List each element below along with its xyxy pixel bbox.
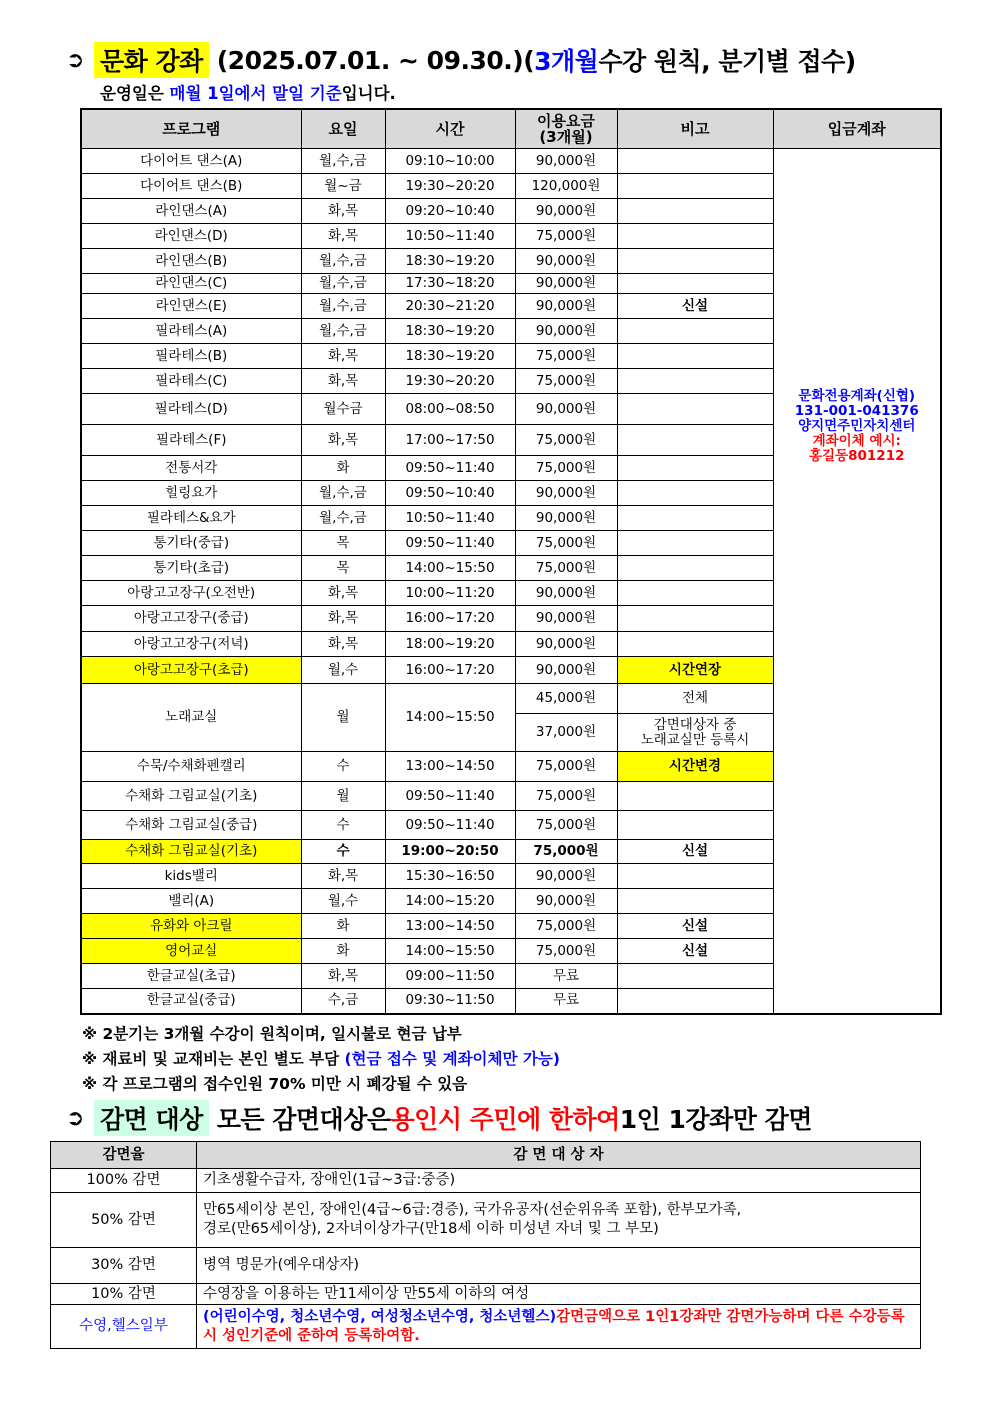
- program-note: [617, 249, 773, 274]
- program-fee: 90,000원: [515, 657, 617, 684]
- arrow-right-icon: ➲: [66, 1105, 84, 1131]
- discount-row: [51, 1284, 921, 1305]
- program-name: 수채화 그림교실(기초): [81, 840, 301, 864]
- program-day: 화,목: [301, 964, 385, 989]
- swim-target-red: 감면금액으로 1인1강좌만 감면가능하며 다른 수강등록시 성인기준에 준하여 등록하여함.: [203, 1308, 905, 1344]
- header-note: 비고: [617, 109, 773, 149]
- program-time: 19:30~20:20: [385, 174, 515, 199]
- program-time: 16:00~17:20: [385, 606, 515, 632]
- program-time: 19:00~20:50: [385, 840, 515, 864]
- program-time: 09:50~11:40: [385, 782, 515, 811]
- section1-period: (2025.07.01. ~ 09.30.): [216, 45, 524, 75]
- program-name: 필라테스(F): [81, 425, 301, 456]
- program-day: 월,수,금: [301, 481, 385, 506]
- program-name: 다이어트 댄스(A): [81, 149, 301, 174]
- program-note-line1: 감면대상자 중: [653, 716, 737, 733]
- program-fee: 75,000원: [515, 344, 617, 369]
- section1-months: 3개월: [534, 47, 599, 76]
- program-fee: 75,000원: [515, 782, 617, 811]
- program-note: [617, 811, 773, 840]
- program-time: 14:00~15:50: [385, 939, 515, 964]
- program-time: 08:00~08:50: [385, 394, 515, 425]
- program-day: 목: [301, 556, 385, 581]
- section2-heading: [66, 1100, 812, 1136]
- header-fee-line2: (3개월): [539, 128, 593, 146]
- program-fee: 90,000원: [515, 149, 617, 174]
- program-day: 수: [301, 752, 385, 782]
- program-fee: 90,000원: [515, 632, 617, 657]
- program-note: [617, 606, 773, 632]
- program-day: 화,목: [301, 581, 385, 606]
- header-program: 프로그램: [81, 109, 301, 149]
- program-day: 월,수,금: [301, 294, 385, 319]
- note-3: ※ 각 프로그램의 접수인원 70% 미만 시 폐강될 수 있음: [82, 1075, 468, 1093]
- program-day: 화: [301, 939, 385, 964]
- program-name: 아랑고고장구(저녁): [81, 632, 301, 657]
- program-name: 유화와 아크릴: [81, 914, 301, 939]
- discount-rate: 100% 감면: [51, 1169, 197, 1193]
- program-time: 09:10~10:00: [385, 149, 515, 174]
- program-fee: 75,000원: [515, 939, 617, 964]
- program-note: [617, 174, 773, 199]
- program-fee: 75,000원: [515, 224, 617, 249]
- program-day: 화,목: [301, 606, 385, 632]
- program-day: 월,수,금: [301, 319, 385, 344]
- program-time: 18:30~19:20: [385, 344, 515, 369]
- program-note: 시간변경: [617, 752, 773, 782]
- section1-heading: [66, 42, 856, 78]
- program-fee: 90,000원: [515, 864, 617, 889]
- operation-note-highlight: 매월 1일에서 말일 기준: [169, 84, 342, 103]
- program-fee: 75,000원: [515, 369, 617, 394]
- note-2: [82, 1047, 560, 1072]
- discount-header: [51, 1142, 921, 1169]
- discount-target: [197, 1305, 921, 1349]
- program-time: 18:00~19:20: [385, 632, 515, 657]
- program-note: [617, 632, 773, 657]
- note-2-highlight: (현금 접수 및 계좌이체만 가능): [344, 1050, 560, 1068]
- program-day: 목: [301, 531, 385, 556]
- program-note: [617, 782, 773, 811]
- program-time: 14:00~15:50: [385, 684, 515, 752]
- discount-target: 기초생활수급자, 장애인(1급~3급:중증): [197, 1169, 921, 1193]
- program-name: 다이어트 댄스(B): [81, 174, 301, 199]
- program-name: 필라테스(D): [81, 394, 301, 425]
- program-name: 수채화 그림교실(기초): [81, 782, 301, 811]
- program-day: 월수금: [301, 394, 385, 425]
- program-note: [617, 556, 773, 581]
- discount-target: 수영장을 이용하는 만11세이상 만55세 이하의 여성: [197, 1284, 921, 1305]
- program-fee: 75,000원: [515, 556, 617, 581]
- program-time: 10:50~11:40: [385, 506, 515, 531]
- program-note: [617, 394, 773, 425]
- program-time: 09:20~10:40: [385, 199, 515, 224]
- program-time: 13:00~14:50: [385, 752, 515, 782]
- program-name: 필라테스(C): [81, 369, 301, 394]
- program-note: 시간연장: [617, 657, 773, 684]
- discount-rate: 수영,헬스일부: [51, 1305, 197, 1349]
- account-line4: 계좌이체 예시:: [812, 433, 901, 449]
- program-name: 한글교실(중급): [81, 989, 301, 1014]
- program-note: [617, 964, 773, 989]
- discount-row: [51, 1305, 921, 1349]
- program-fee: 90,000원: [515, 274, 617, 294]
- program-fee: 75,000원: [515, 840, 617, 864]
- program-fee: 37,000원: [515, 714, 617, 752]
- program-name: 아랑고고장구(오전반): [81, 581, 301, 606]
- section2-label: 감면 대상: [94, 1100, 209, 1136]
- discount-target: 병역 명문가(예우대상자): [197, 1248, 921, 1284]
- program-note: [617, 425, 773, 456]
- program-name: 수묵/수채화펜캘리: [81, 752, 301, 782]
- program-time: 19:30~20:20: [385, 369, 515, 394]
- program-name: 필라테스&요가: [81, 506, 301, 531]
- program-name: 필라테스(A): [81, 319, 301, 344]
- note-2-text: ※ 재료비 및 교재비는 본인 별도 부담: [82, 1050, 345, 1068]
- program-note: [617, 344, 773, 369]
- program-day: 월,수,금: [301, 149, 385, 174]
- header-account: 입금계좌: [773, 109, 941, 149]
- program-note: [617, 506, 773, 531]
- program-name: 통기타(중급): [81, 531, 301, 556]
- program-note: [617, 369, 773, 394]
- account-line1: 문화전용계좌(신협): [798, 388, 916, 404]
- header-fee-line1: 이용요금: [537, 112, 595, 130]
- discount-target-line2: 경로(만65세이상), 2자녀이상가구(만18세 이하 미성년 자녀 및 그 부모): [203, 1221, 659, 1237]
- program-note: 신설: [617, 914, 773, 939]
- program-note: 신설: [617, 294, 773, 319]
- program-day: 월,수: [301, 889, 385, 914]
- section1-paren: (: [523, 45, 535, 75]
- program-note: 전체: [617, 684, 773, 714]
- program-name: 통기타(초급): [81, 556, 301, 581]
- program-time: 17:30~18:20: [385, 274, 515, 294]
- program-name: 아랑고고장구(초급): [81, 657, 301, 684]
- program-note: [617, 581, 773, 606]
- program-day: 화: [301, 456, 385, 481]
- program-note: [617, 989, 773, 1014]
- program-table: [80, 108, 942, 1015]
- program-day: 월,수,금: [301, 249, 385, 274]
- program-day: 월: [301, 782, 385, 811]
- program-name: 노래교실: [81, 684, 301, 752]
- program-day: 월: [301, 684, 385, 752]
- operation-note-pre: 운영일은: [100, 84, 170, 103]
- header-fee: [515, 109, 617, 149]
- table-row: [81, 149, 941, 174]
- program-day: 화: [301, 914, 385, 939]
- program-time: 16:00~17:20: [385, 657, 515, 684]
- program-day: 화,목: [301, 224, 385, 249]
- program-note: [617, 199, 773, 224]
- program-time: 09:00~11:50: [385, 964, 515, 989]
- program-fee: 90,000원: [515, 319, 617, 344]
- program-day: 월,수,금: [301, 506, 385, 531]
- program-day: 월,수,금: [301, 274, 385, 294]
- program-day: 화,목: [301, 369, 385, 394]
- program-day: 수,금: [301, 989, 385, 1014]
- program-fee: 90,000원: [515, 581, 617, 606]
- account-info: [773, 149, 941, 1014]
- program-fee: 무료: [515, 964, 617, 989]
- program-time: 09:30~11:50: [385, 989, 515, 1014]
- program-day: 화,목: [301, 632, 385, 657]
- program-fee: 90,000원: [515, 394, 617, 425]
- program-time: 18:30~19:20: [385, 249, 515, 274]
- discount-table: [50, 1141, 921, 1349]
- program-day: 화,목: [301, 199, 385, 224]
- program-fee: 90,000원: [515, 889, 617, 914]
- header-time: 시간: [385, 109, 515, 149]
- account-line3: 양지면주민자치센터: [798, 418, 916, 434]
- discount-rate: 30% 감면: [51, 1248, 197, 1284]
- program-time: 09:50~11:40: [385, 456, 515, 481]
- note-1: ※ 2분기는 3개월 수강이 원칙이며, 일시불로 현금 납부: [82, 1025, 462, 1043]
- notes: [82, 1022, 560, 1097]
- program-name: 힐링요가: [81, 481, 301, 506]
- discount-row: [51, 1248, 921, 1284]
- program-note: [617, 149, 773, 174]
- discount-row: [51, 1169, 921, 1193]
- program-name: 라인댄스(C): [81, 274, 301, 294]
- discount-target-line1: 만65세이상 본인, 장애인(4급~6급:경증), 국가유공자(선순위유족 포함), 한부모가족,: [203, 1202, 742, 1218]
- program-fee: 90,000원: [515, 506, 617, 531]
- program-time: 20:30~21:20: [385, 294, 515, 319]
- program-fee: 무료: [515, 989, 617, 1014]
- program-fee: 75,000원: [515, 811, 617, 840]
- swim-target-blue: (어린이수영, 청소년수영, 여성청소년수영, 청소년헬스): [203, 1308, 557, 1325]
- program-note: [617, 864, 773, 889]
- program-fee: 75,000원: [515, 914, 617, 939]
- program-day: 월,수: [301, 657, 385, 684]
- program-fee: 90,000원: [515, 199, 617, 224]
- program-table-header: [81, 109, 941, 149]
- program-fee: 45,000원: [515, 684, 617, 714]
- program-note-line2: 노래교실만 등록시: [640, 731, 750, 748]
- program-fee: 90,000원: [515, 481, 617, 506]
- program-name: 라인댄스(D): [81, 224, 301, 249]
- section1-rest: 수강 원칙, 분기별 접수): [598, 47, 856, 76]
- account-line5: 홍길동801212: [809, 448, 905, 464]
- program-note: [617, 456, 773, 481]
- program-fee: 75,000원: [515, 752, 617, 782]
- program-fee: 90,000원: [515, 249, 617, 274]
- program-day: 화,목: [301, 344, 385, 369]
- program-fee: 75,000원: [515, 425, 617, 456]
- header-day: 요일: [301, 109, 385, 149]
- program-note: [617, 889, 773, 914]
- program-day: 월~금: [301, 174, 385, 199]
- discount-row: [51, 1193, 921, 1248]
- section2-red: 용인시 주민에 한하여: [390, 1105, 620, 1134]
- program-note: 신설: [617, 840, 773, 864]
- account-line2: 131-001-041376: [794, 403, 919, 419]
- discount-header-target: 감 면 대 상 자: [197, 1142, 921, 1169]
- program-day: 화,목: [301, 864, 385, 889]
- program-note: [617, 224, 773, 249]
- program-note: [617, 274, 773, 294]
- arrow-right-icon: ➲: [66, 47, 84, 73]
- program-fee: 75,000원: [515, 456, 617, 481]
- program-day: 수: [301, 840, 385, 864]
- program-fee: 90,000원: [515, 606, 617, 632]
- program-note: [617, 319, 773, 344]
- program-fee: 90,000원: [515, 294, 617, 319]
- program-time: 10:00~11:20: [385, 581, 515, 606]
- program-name: 한글교실(초급): [81, 964, 301, 989]
- program-fee: 75,000원: [515, 531, 617, 556]
- discount-target: [197, 1193, 921, 1248]
- discount-header-rate: 감면율: [51, 1142, 197, 1169]
- program-name: 라인댄스(E): [81, 294, 301, 319]
- program-note: [617, 481, 773, 506]
- program-name: 밸리(A): [81, 889, 301, 914]
- operation-note-post: 입니다.: [341, 84, 396, 103]
- program-time: 09:50~11:40: [385, 531, 515, 556]
- section2-pre: 모든 감면대상은: [216, 1105, 391, 1134]
- discount-rate: 10% 감면: [51, 1284, 197, 1305]
- program-name: 전통서각: [81, 456, 301, 481]
- program-name: 수채화 그림교실(중급): [81, 811, 301, 840]
- program-note: 신설: [617, 939, 773, 964]
- program-note: [617, 531, 773, 556]
- program-name: 아랑고고장구(중급): [81, 606, 301, 632]
- program-name: 라인댄스(B): [81, 249, 301, 274]
- program-day: 수: [301, 811, 385, 840]
- discount-rate: 50% 감면: [51, 1193, 197, 1248]
- program-note: [617, 714, 773, 752]
- program-name: 라인댄스(A): [81, 199, 301, 224]
- program-time: 14:00~15:50: [385, 556, 515, 581]
- program-time: 15:30~16:50: [385, 864, 515, 889]
- section2-post: 1인 1강좌만 감면: [619, 1105, 812, 1134]
- program-name: 필라테스(B): [81, 344, 301, 369]
- operation-note: [100, 80, 396, 104]
- program-name: 영어교실: [81, 939, 301, 964]
- section1-label: 문화 강좌: [94, 42, 209, 78]
- program-day: 화,목: [301, 425, 385, 456]
- program-time: 18:30~19:20: [385, 319, 515, 344]
- program-name: kids밸리: [81, 864, 301, 889]
- program-time: 09:50~10:40: [385, 481, 515, 506]
- program-fee: 120,000원: [515, 174, 617, 199]
- program-time: 14:00~15:20: [385, 889, 515, 914]
- program-time: 09:50~11:40: [385, 811, 515, 840]
- program-time: 13:00~14:50: [385, 914, 515, 939]
- program-time: 17:00~17:50: [385, 425, 515, 456]
- program-time: 10:50~11:40: [385, 224, 515, 249]
